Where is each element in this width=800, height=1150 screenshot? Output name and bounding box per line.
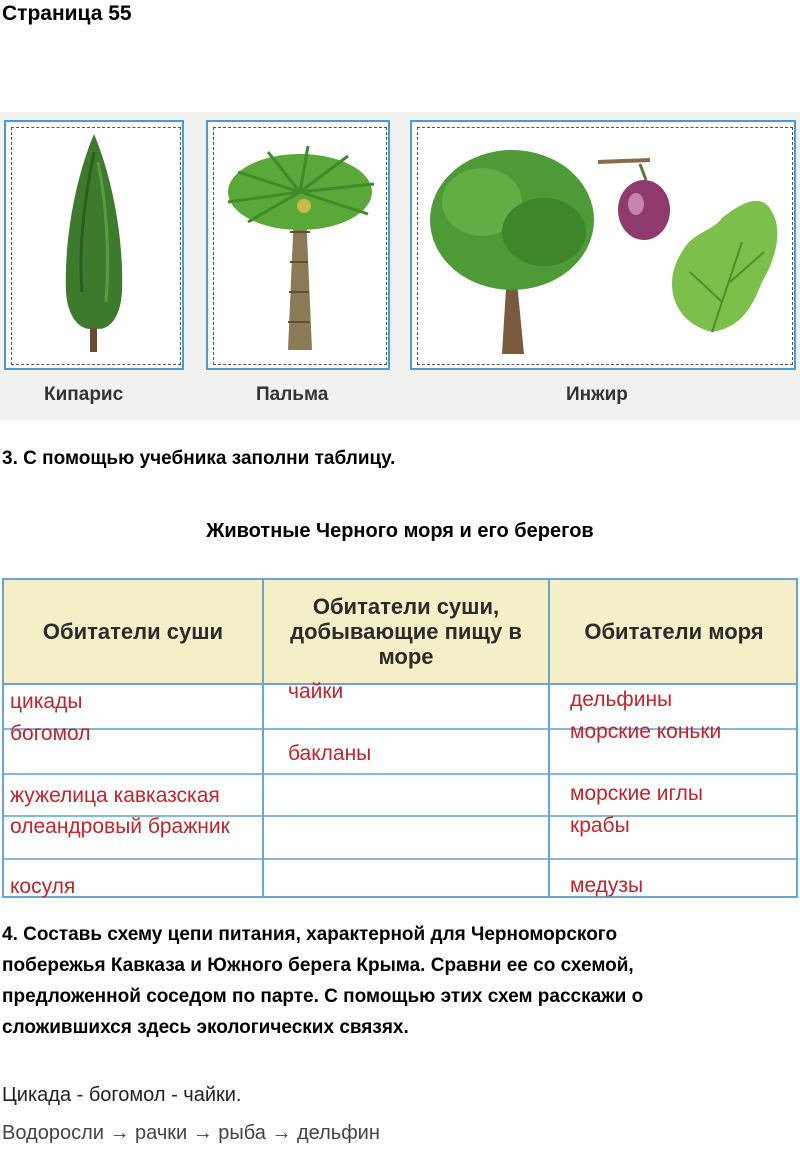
land-item: богомол xyxy=(10,722,91,745)
sea-item: морские коньки xyxy=(570,720,722,743)
header-land-sea-feeders: Обитатели суши, добывающие пищу в море xyxy=(290,594,522,669)
land-item: цикады xyxy=(10,690,83,713)
sea-item: медузы xyxy=(570,874,644,897)
task-4-line: побережья Кавказа и Южного берега Крыма. Сравни ее со схемой, xyxy=(2,955,634,976)
sea-item: крабы xyxy=(570,814,630,837)
cypress-label: Кипарис xyxy=(44,384,124,405)
task-4-line: 4. Составь схему цепи питания, характерной для Черноморского xyxy=(2,924,618,945)
task-4-line: сложившихся здесь экологических связях. xyxy=(2,1017,409,1038)
fig-card xyxy=(410,120,796,370)
palm-card xyxy=(206,120,390,370)
fig-image xyxy=(412,122,794,368)
sea-item: морские иглы xyxy=(570,782,704,805)
palm-image xyxy=(208,122,388,368)
food-chain-answer-1: Цикада - богомол - чайки. xyxy=(2,1084,242,1106)
table-title: Животные Черного моря и его берегов xyxy=(206,520,594,542)
fig-label: Инжир xyxy=(566,384,628,405)
header-land: Обитатели суши xyxy=(42,619,224,644)
land-sea-feeder-item: чайки xyxy=(288,680,344,703)
task-4-line: предложенной соседом по парте. С помощью этих схем расскажи о xyxy=(2,986,644,1007)
task-3-text: 3. С помощью учебника заполни таблицу. xyxy=(2,448,396,469)
cypress-card xyxy=(4,120,184,370)
header-sea: Обитатели моря xyxy=(584,619,764,644)
food-chain-answer-2: Водоросли → рачки → рыба → дельфин xyxy=(2,1122,380,1144)
land-sea-feeder-item: бакланы xyxy=(288,742,372,765)
sea-item: дельфины xyxy=(570,688,673,711)
plant-illustrations xyxy=(0,112,800,420)
page-title: Страница 55 xyxy=(2,2,132,25)
land-item: олеандровый бражник xyxy=(10,815,230,838)
cypress-image xyxy=(6,122,182,368)
land-item: жужелица кавказская xyxy=(10,784,220,807)
animals-table xyxy=(2,578,798,898)
palm-label: Пальма xyxy=(256,384,329,405)
land-item: косуля xyxy=(10,875,76,898)
